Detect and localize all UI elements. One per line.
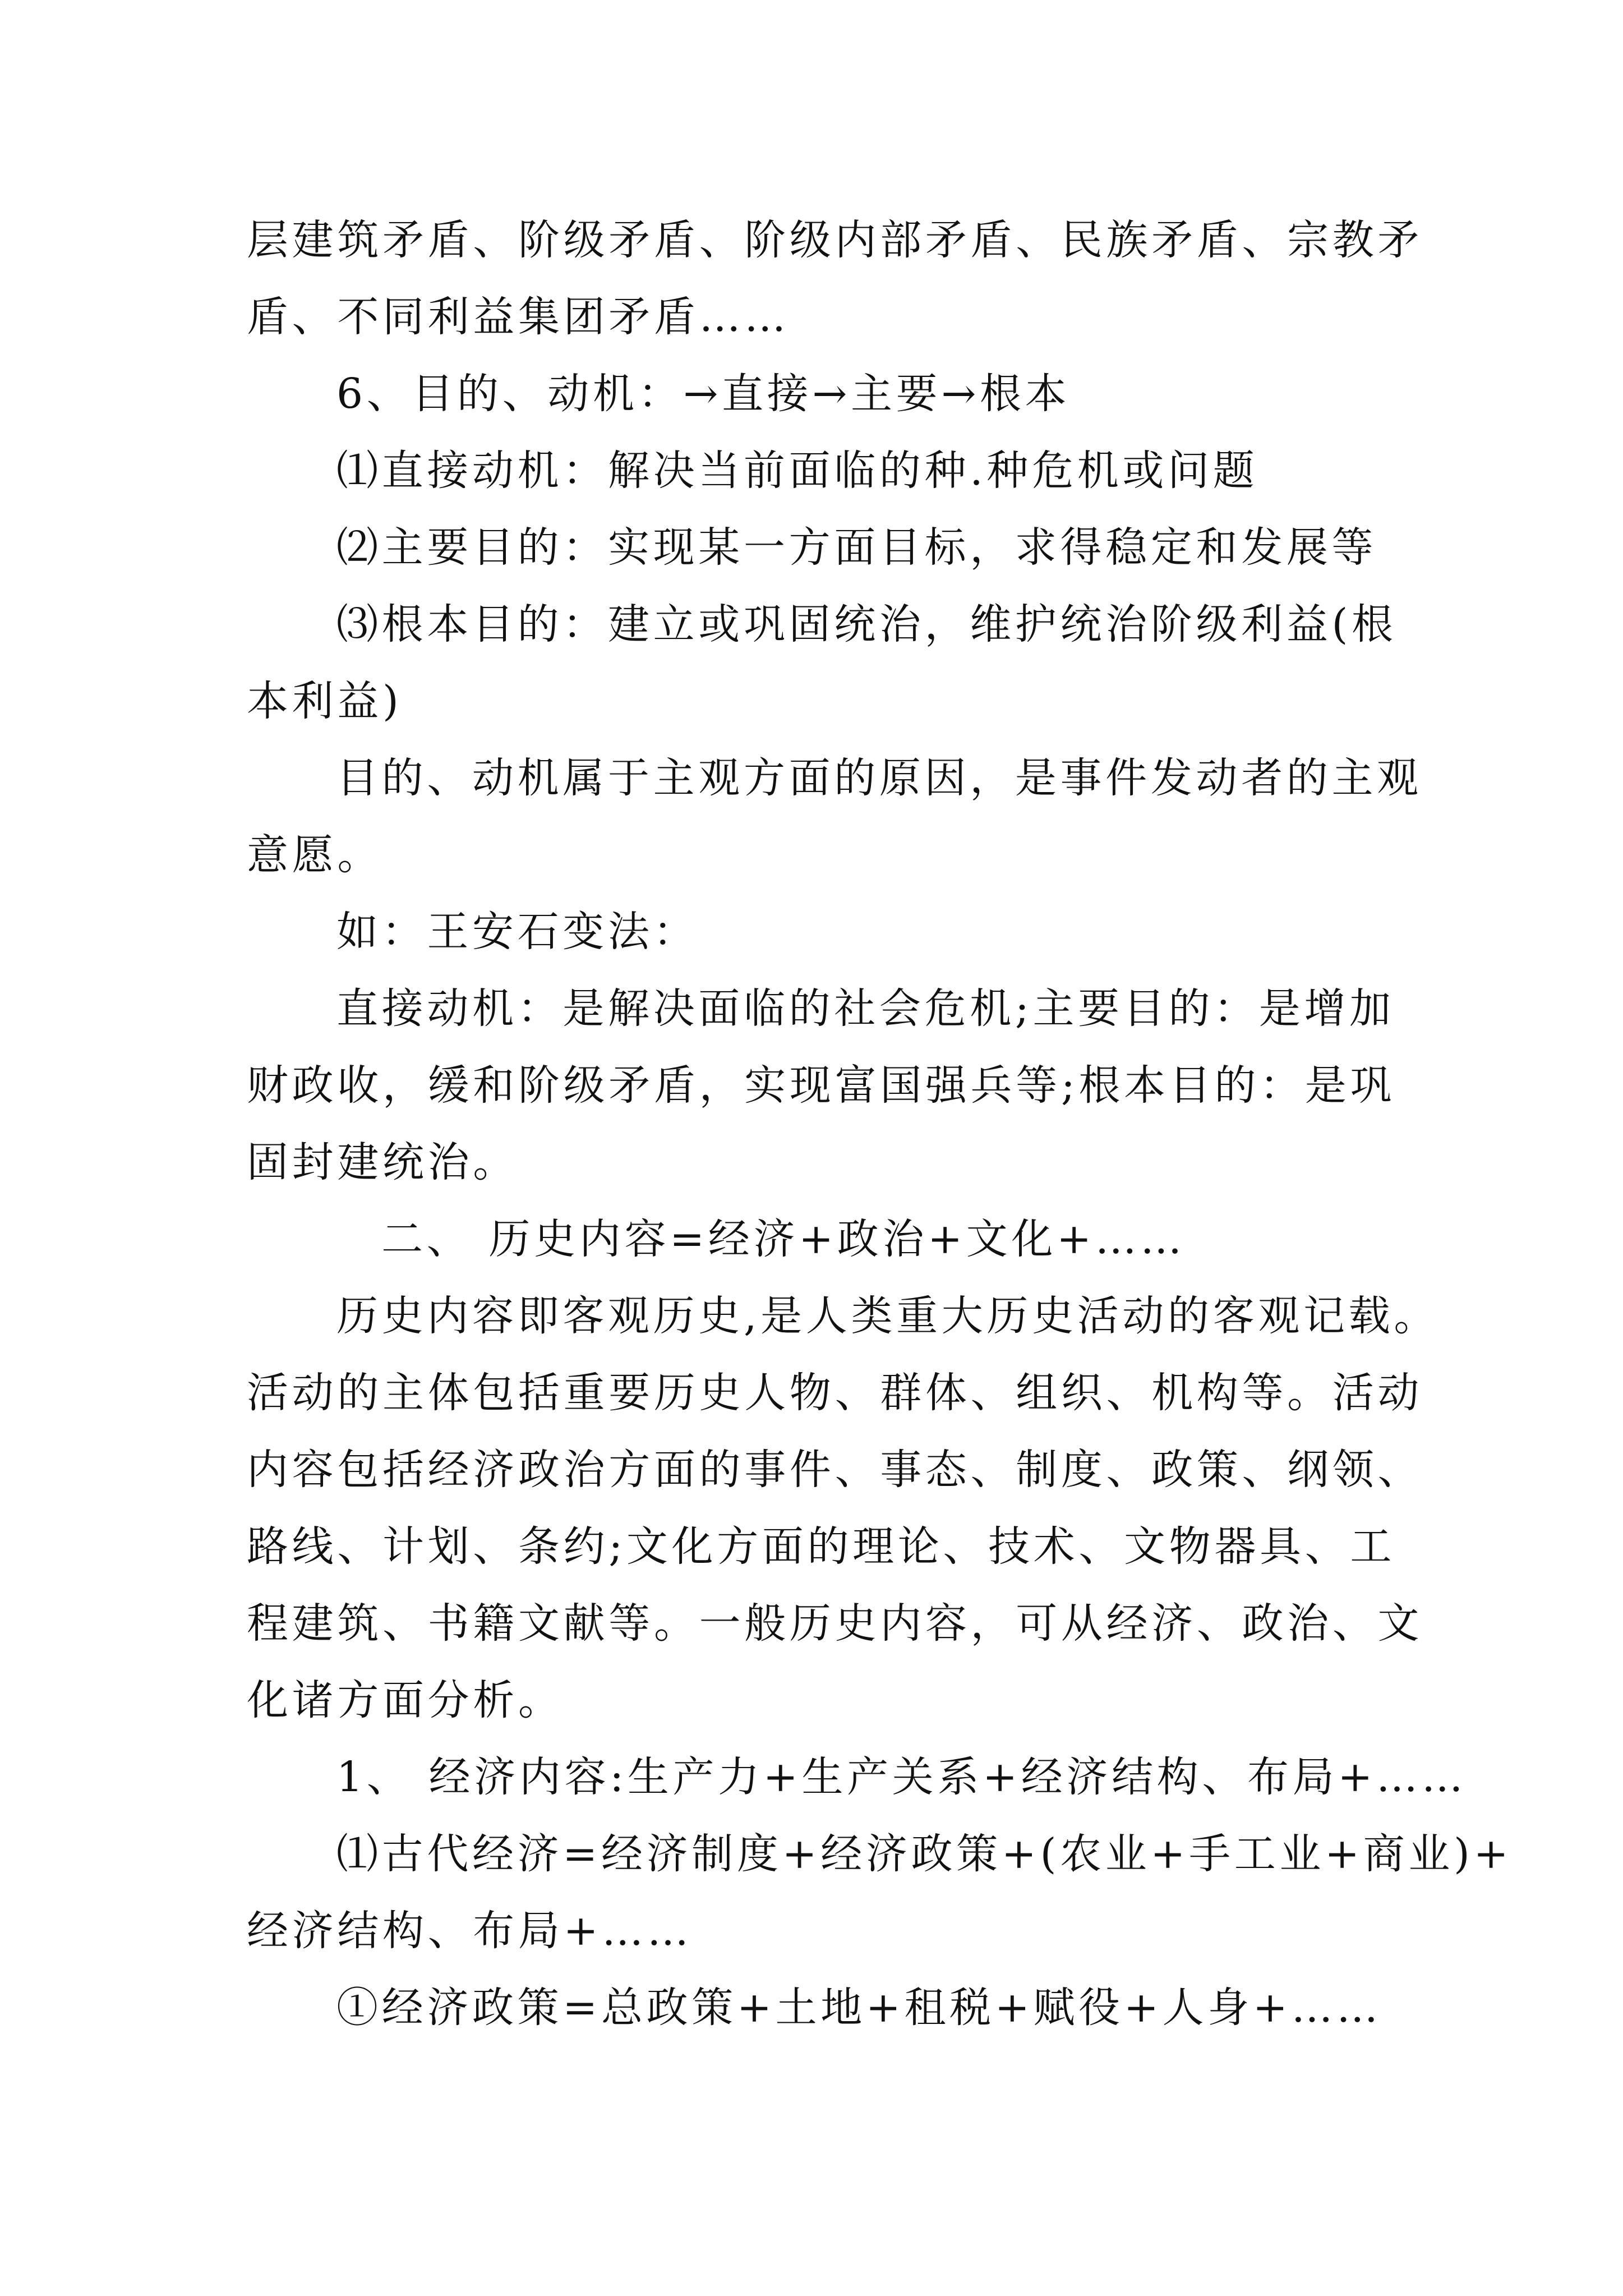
list-item: ⑵主要目的：实现某一方面目标，求得稳定和发展等: [336, 523, 1377, 572]
list-item: ①经济政策=总政策+土地+租税+赋役+人身+……: [336, 1984, 1382, 2032]
paragraph-line: 经济结构、布局+……: [247, 1907, 693, 1955]
document-body: [247, 202, 1513, 2046]
section-heading: 6、目的、动机：→直接→主要→根本: [336, 370, 1071, 418]
paragraph-line: 直接动机：是解决面临的社会危机;主要目的：是增加: [336, 984, 1395, 1033]
paragraph-line: 内容包括经济政治方面的事件、事态、制度、政策、纲领、: [247, 1446, 1423, 1494]
paragraph-line: 路线、计划、条约;文化方面的理论、技术、文物器具、工: [247, 1522, 1396, 1571]
paragraph-line: 目的、动机属于主观方面的原因，是事件发动者的主观: [336, 754, 1422, 802]
section-heading: 1、 经济内容:生产力+生产关系+经济结构、布局+……: [336, 1753, 1467, 1801]
section-heading: 二、 历史内容=经济+政治+文化+……: [381, 1215, 1186, 1263]
paragraph-line: 如：王安石变法：: [336, 908, 699, 956]
paragraph-line: 活动的主体包括重要历史人物、群体、组织、机构等。活动: [247, 1369, 1423, 1417]
paragraph-line: 财政收，缓和阶级矛盾，实现富国强兵等;根本目的：是巩: [247, 1061, 1396, 1110]
list-item: ⑶根本目的：建立或巩固统治，维护统治阶级利益(根: [336, 600, 1397, 648]
paragraph-line: 意愿。: [247, 831, 382, 879]
paragraph-line: 层建筑矛盾、阶级矛盾、阶级内部矛盾、民族矛盾、宗教矛: [247, 216, 1423, 264]
paragraph-line: 历史内容即客观历史,是人类重大历史活动的客观记载。: [336, 1292, 1440, 1340]
paragraph-line: 盾、不同利益集团矛盾……: [247, 293, 790, 341]
paragraph-line: 程建筑、书籍文献等。一般历史内容，可从经济、政治、文: [247, 1599, 1423, 1648]
paragraph-line: 本利益): [247, 677, 403, 725]
list-item: ⑴直接动机：解决当前面临的种.种危机或问题: [336, 447, 1258, 495]
paragraph-line: 固封建统治。: [247, 1138, 518, 1186]
list-item: ⑴古代经济=经济制度+经济政策+(农业+手工业+商业)+: [336, 1830, 1513, 1878]
paragraph-line: 化诸方面分析。: [247, 1676, 564, 1724]
